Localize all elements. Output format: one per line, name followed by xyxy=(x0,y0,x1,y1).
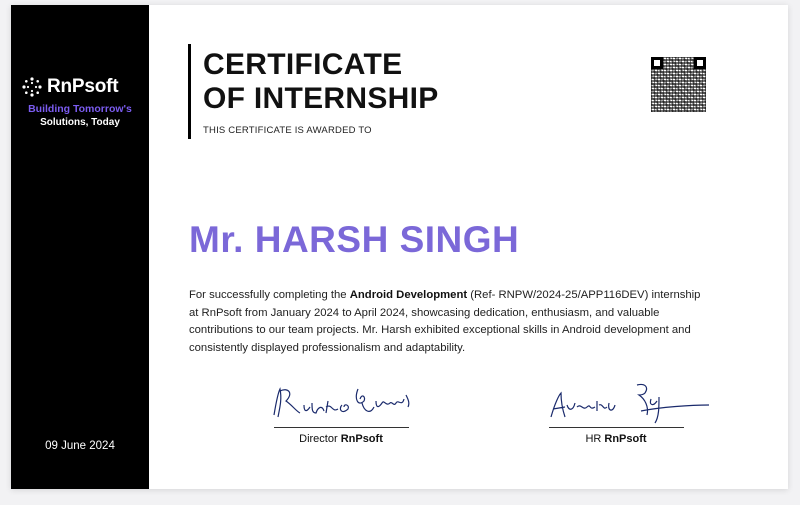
director-company: RnPsoft xyxy=(340,433,383,445)
logo-name: RnPsoft xyxy=(47,76,119,97)
certificate-body xyxy=(189,287,709,357)
hr-signature-line xyxy=(549,427,684,428)
body-text-before: For successfully completing the xyxy=(189,289,350,301)
director-role: Director xyxy=(299,433,341,445)
company-logo xyxy=(21,76,118,98)
certificate-title xyxy=(203,48,439,116)
director-signature xyxy=(266,377,416,427)
qr-code-icon xyxy=(651,57,706,112)
tagline-line2: Solutions, Today xyxy=(40,117,120,128)
title-line2: OF INTERNSHIP xyxy=(203,82,439,115)
program-name: Android Development xyxy=(349,289,468,301)
title-accent-bar xyxy=(188,44,191,139)
certificate-subtitle: THIS CERTIFICATE IS AWARDED TO xyxy=(203,125,372,136)
title-line1: CERTIFICATE xyxy=(203,48,403,81)
issue-date: 09 June 2024 xyxy=(45,440,115,452)
director-signature-line xyxy=(274,427,409,428)
tagline-line1: Building Tomorrow's xyxy=(28,103,132,115)
sparkle-dots-icon xyxy=(21,76,43,98)
hr-signature-block xyxy=(541,377,691,445)
hr-company: RnPsoft xyxy=(604,433,647,445)
director-label xyxy=(266,433,416,445)
sidebar xyxy=(11,5,149,489)
recipient-name: Mr. HARSH SINGH xyxy=(189,219,520,260)
body-text-after: (Ref- RNPW/2024-25/APP116DEV) internship at RnPsoft from January 2024 to April 2024, showcasing dedication, enthusiasm, and valuable contributions to our team projects. Mr. Harsh exhibited exceptional skills in Android development and consistently displayed professionalism and adaptability. xyxy=(189,289,701,354)
hr-label xyxy=(541,433,691,445)
hr-signature xyxy=(541,377,711,427)
certificate-card xyxy=(11,5,788,489)
director-signature-block xyxy=(266,377,416,445)
hr-role: HR xyxy=(585,433,605,445)
